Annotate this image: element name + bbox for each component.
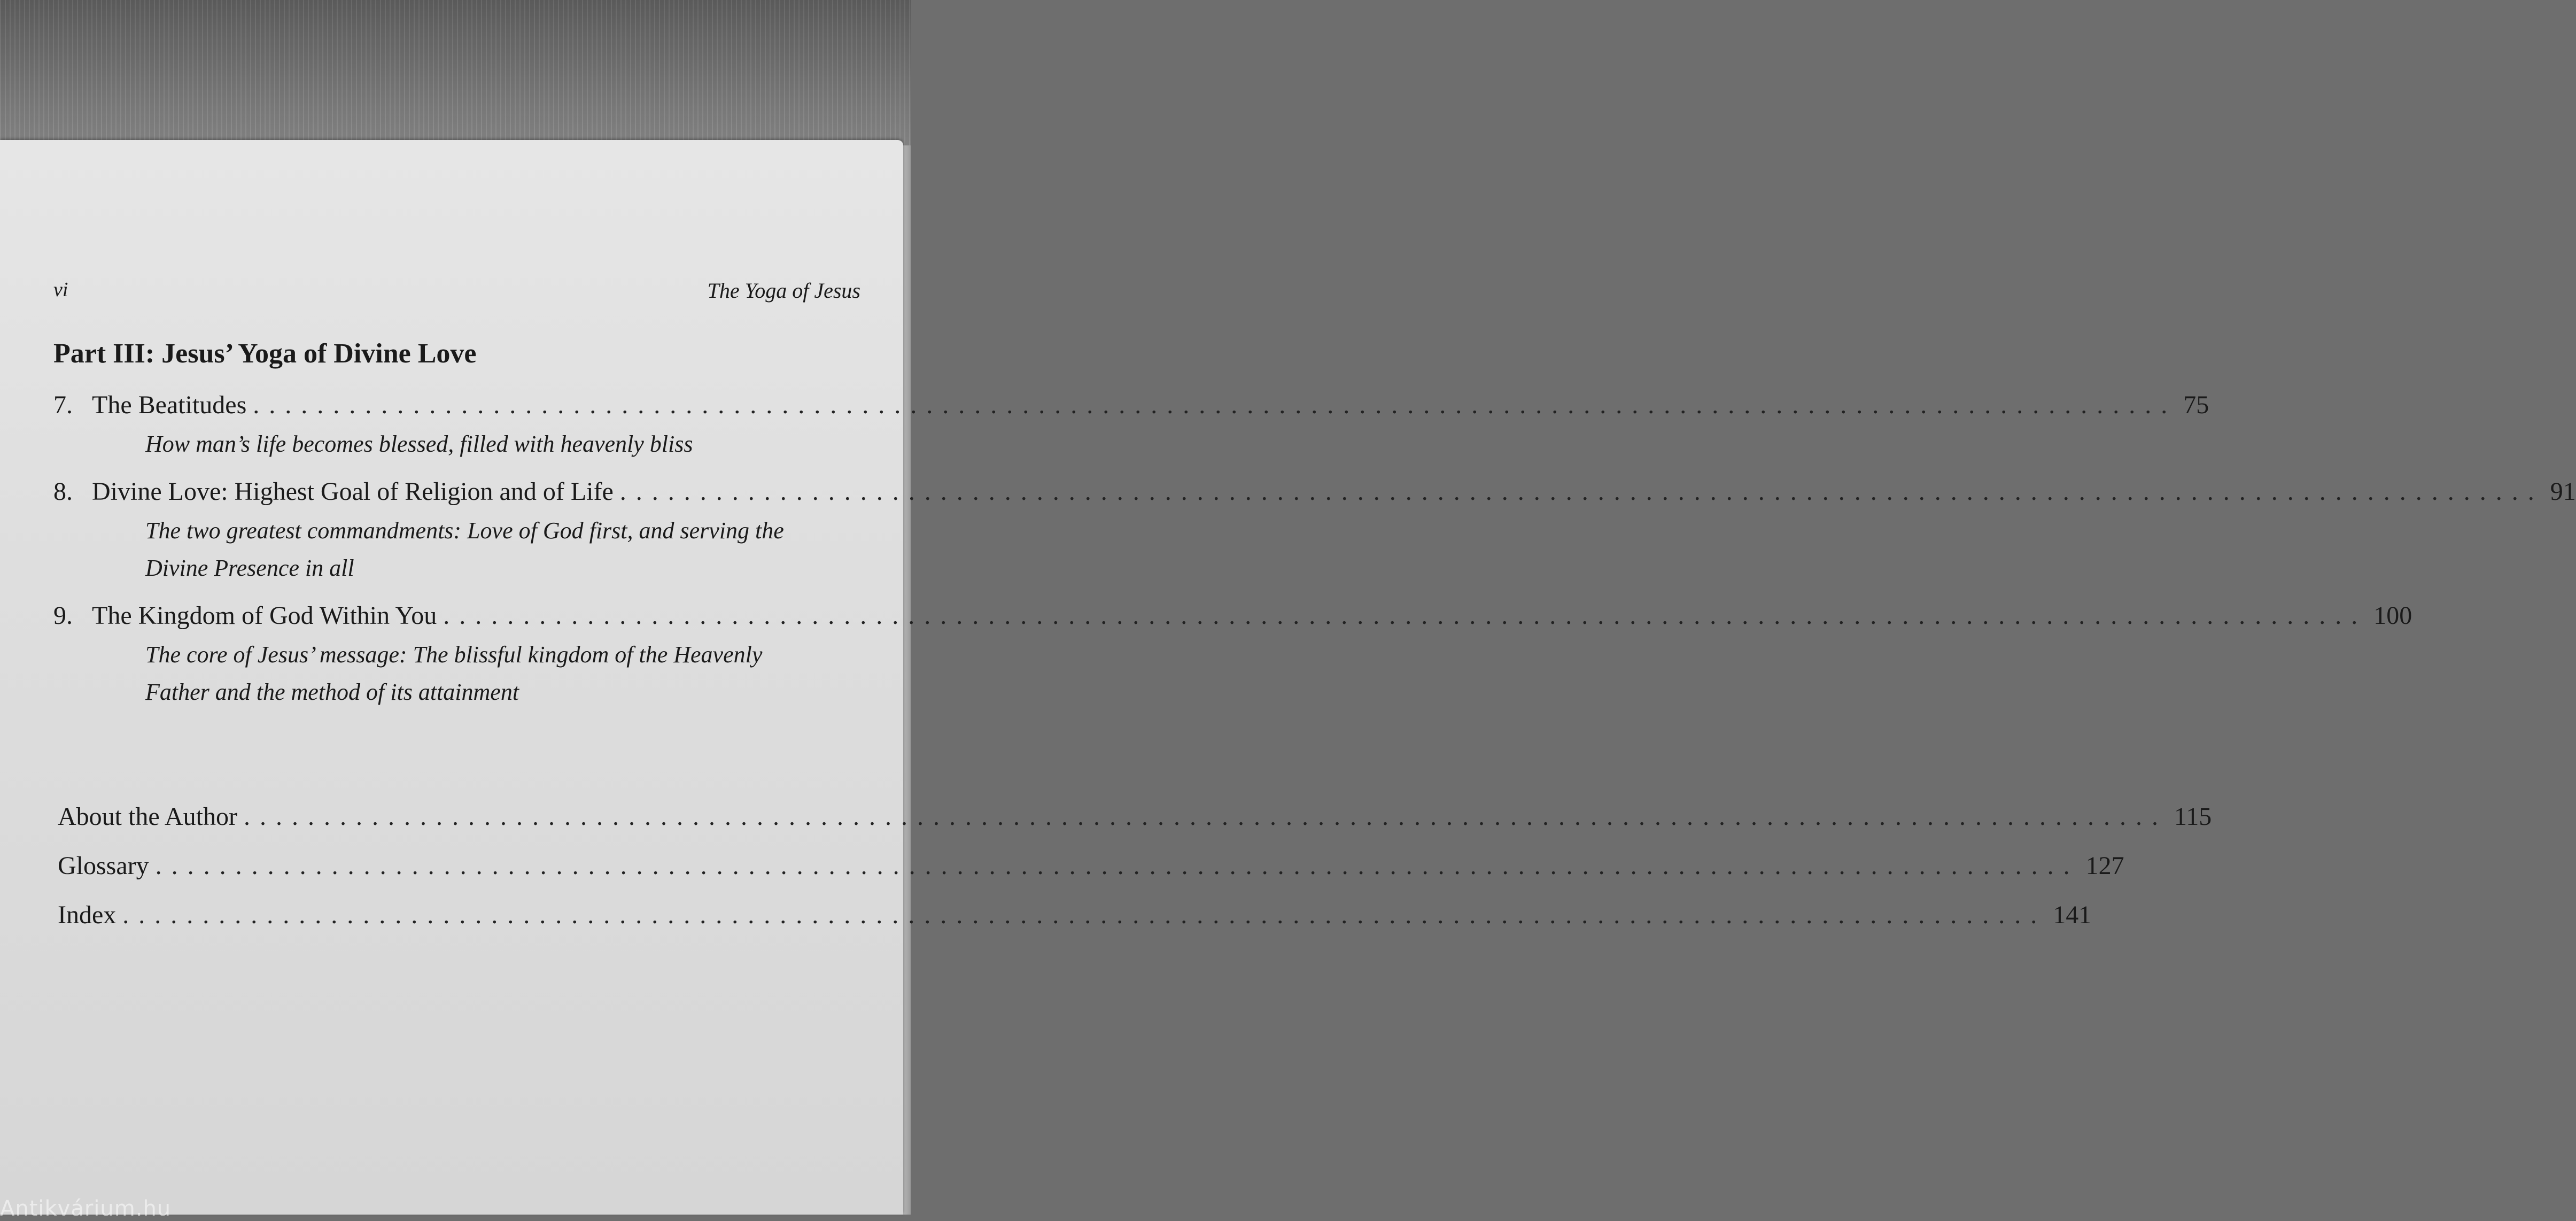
toc-line [53, 601, 2412, 634]
toc-entry-index [58, 900, 2092, 933]
toc-entry-chapter-9 [53, 601, 2412, 711]
chapter-title: Divine Love: Highest Goal of Religion and of Life [92, 477, 614, 506]
chapter-title: The Beatitudes [92, 391, 247, 419]
toc-entry-chapter-7 [53, 390, 2209, 463]
chapter-number: 7. [53, 391, 73, 419]
back-matter-title: Index [58, 901, 117, 929]
toc-page-number: 75 [2183, 391, 2209, 419]
leader-dots: ........................................................................................................................ [243, 802, 2168, 831]
part-heading: Part III: Jesus’ Yoga of Divine Love [53, 338, 477, 369]
leader-dots: ........................................................................................................................ [155, 852, 2080, 880]
chapter-number: 9. [53, 601, 73, 630]
background-surface [0, 0, 911, 155]
toc-line [53, 477, 2576, 510]
watermark: Antikvárium.hu [0, 1196, 172, 1221]
page-edge [902, 145, 911, 1215]
back-matter-list [58, 802, 2212, 949]
toc-page-number: 115 [2174, 802, 2212, 831]
toc-line [53, 390, 2209, 423]
toc-entry-glossary [58, 851, 2124, 884]
toc-entry-about-the-author [58, 802, 2212, 835]
leader-dots: ........................................................................................................................ [122, 901, 2047, 929]
toc-page-number: 100 [2373, 601, 2412, 630]
leader-dots: ........................................................................................................................ [253, 391, 2177, 419]
chapter-number: 8. [53, 477, 73, 506]
table-of-contents [53, 390, 2576, 725]
chapter-title: The Kingdom of God Within You [92, 601, 437, 630]
leader-dots: ........................................................................................................................ [619, 477, 2544, 506]
chapter-description: The core of Jesus’ message: The blissful kingdom of the Heavenly Father and the method of its attainment [145, 642, 763, 705]
book-title: The Yoga of Jesus [707, 279, 860, 303]
running-header [53, 278, 860, 310]
toc-entry-chapter-8 [53, 477, 2576, 587]
page-number: vi [53, 279, 68, 301]
chapter-description: How man’s life becomes blessed, filled with heavenly bliss [145, 431, 693, 457]
chapter-description: The two greatest commandments: Love of God first, and serving the Divine Presence in all [145, 517, 784, 581]
back-matter-title: Glossary [58, 852, 149, 880]
toc-page-number: 141 [2053, 901, 2092, 929]
toc-page-number: 91 [2550, 477, 2576, 506]
toc-page-number: 127 [2085, 852, 2124, 880]
leader-dots: ........................................................................................................................ [443, 601, 2368, 630]
back-matter-title: About the Author [58, 802, 237, 831]
